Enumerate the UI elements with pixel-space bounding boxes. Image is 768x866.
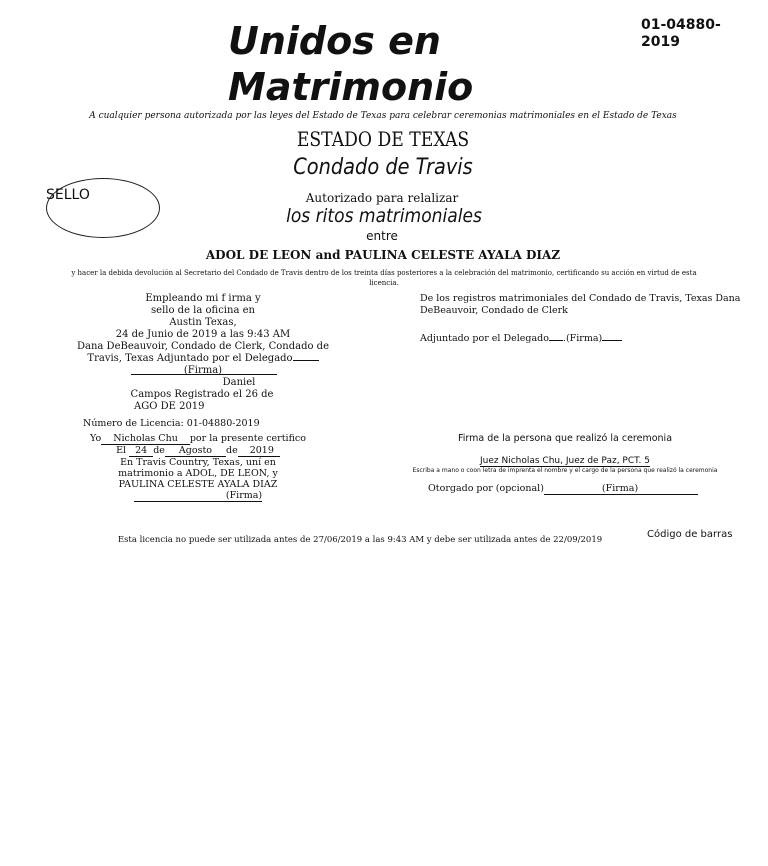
registered-line-2: AGO DE 2019 xyxy=(134,401,205,412)
attestation-line-1: Empleando mi f irma y xyxy=(145,293,261,304)
el-prefix: El xyxy=(116,445,127,456)
records-text: De los registros matrimoniales del Condado de Travis, Texas Dana DeBeauvoir, Condado de Clerk xyxy=(420,293,741,316)
granted-by-line xyxy=(428,483,708,495)
registered-line-1: Campos Registrado el 26 de xyxy=(130,389,274,400)
certification-block xyxy=(80,433,316,502)
validity-notice: Esta licencia no puede ser utilizada antes de 27/06/2019 a las 9:43 AM y debe ser utilizada antes de 22/09/2019 xyxy=(117,535,603,545)
certify-line xyxy=(80,433,316,445)
yo-prefix: Yo xyxy=(90,433,102,444)
officiant-firma: (Firma) xyxy=(134,490,262,502)
rites-text: los ritos matrimoniales xyxy=(286,205,482,227)
attestation-line-4: 24 de Junio de 2019 a las 9:43 AM xyxy=(115,329,291,340)
attestation-line-3: Austin Texas, xyxy=(169,317,237,328)
right-deputy-firma: .(Firma) xyxy=(562,333,603,344)
deputy-signature-line xyxy=(293,360,319,361)
ceremony-month: Agosto xyxy=(165,445,226,457)
between-text: entre xyxy=(366,229,398,243)
right-deputy-label: Adjuntado por el Delegado xyxy=(420,333,549,344)
date-line xyxy=(80,445,316,457)
barcode-label: Código de barras xyxy=(647,529,733,540)
judge-name-text: Juez Nicholas Chu, Juez de Paz, PCT. 5 xyxy=(479,456,650,466)
united-line-2: matrimonio a ADOL, DE LEON, y xyxy=(118,468,278,479)
officiant-signature-line xyxy=(80,490,316,502)
title-line-1: Unidos en xyxy=(228,19,441,63)
ceremony-year: 2019 xyxy=(238,445,280,457)
signature-line xyxy=(131,374,277,375)
deputy-firma: (Firma) xyxy=(183,365,223,376)
license-number-line-1: 01-04880- xyxy=(641,17,721,33)
registration-block xyxy=(122,377,282,413)
granted-by-label: Otorgado por (opcional) xyxy=(428,483,544,494)
right-deputy-line xyxy=(420,333,765,344)
title-line-2: Matrimonio xyxy=(228,65,474,109)
return-instructions: y hacer la debida devolución al Secretario del Condado de Travis dentro de los treinta días posteriores a la celebración del matrimonio, certificando su acción en virtud de esta licencia. xyxy=(71,269,697,287)
officiant-name: Nicholas Chu xyxy=(101,433,190,445)
deputy-name: Daniel xyxy=(222,377,256,388)
right-deputy-blank-2 xyxy=(602,340,622,341)
united-line-3: PAULINA CELESTE AYALA DIAZ xyxy=(118,479,278,490)
subtitle: A cualquier persona autorizada por las leyes del Estado de Texas para celebrar ceremonias matrimoniales en el Estado de Texas xyxy=(89,111,677,121)
couple-names: ADOL DE LEON and PAULINA CELESTE AYALA DIAZ xyxy=(205,248,561,262)
county-heading: Condado de Travis xyxy=(293,155,473,180)
yo-suffix: por la presente certifico xyxy=(189,433,306,444)
de-2: de xyxy=(226,445,238,456)
ceremony-day: 24 xyxy=(129,445,153,457)
seal-label: SELLO xyxy=(46,187,90,203)
license-number-label: Número de Licencia: 01-04880-2019 xyxy=(83,418,260,429)
granted-firma: (Firma) xyxy=(544,483,698,495)
license-number-line-2: 2019 xyxy=(641,34,680,50)
license-number-top xyxy=(641,17,761,51)
print-instructions: Escriba a mano o coon letra de imprenta el nombre y el cargo de la persona que realizó la ceremonia xyxy=(412,467,718,474)
officiant-signature-label: Firma de la persona que realizó la ceremonia xyxy=(457,433,673,444)
attestation-line-2: sello de la oficina en xyxy=(151,305,255,316)
attestation-line-5: Dana DeBeauvoir, Condado de Clerk, Condado de xyxy=(76,341,329,352)
deputy-label: Travis, Texas Adjuntado por el Delegado xyxy=(87,353,293,364)
authorized-text: Autorizado para relalizar xyxy=(305,191,459,205)
document-title xyxy=(228,18,488,110)
state-heading: ESTADO DE TEXAS xyxy=(296,127,470,151)
united-line-1: En Travis Country, Texas, uní en xyxy=(120,457,276,468)
judge-name xyxy=(430,456,700,467)
de-1: de xyxy=(153,445,165,456)
clerk-attestation xyxy=(70,293,336,377)
right-deputy-blank xyxy=(549,340,563,341)
